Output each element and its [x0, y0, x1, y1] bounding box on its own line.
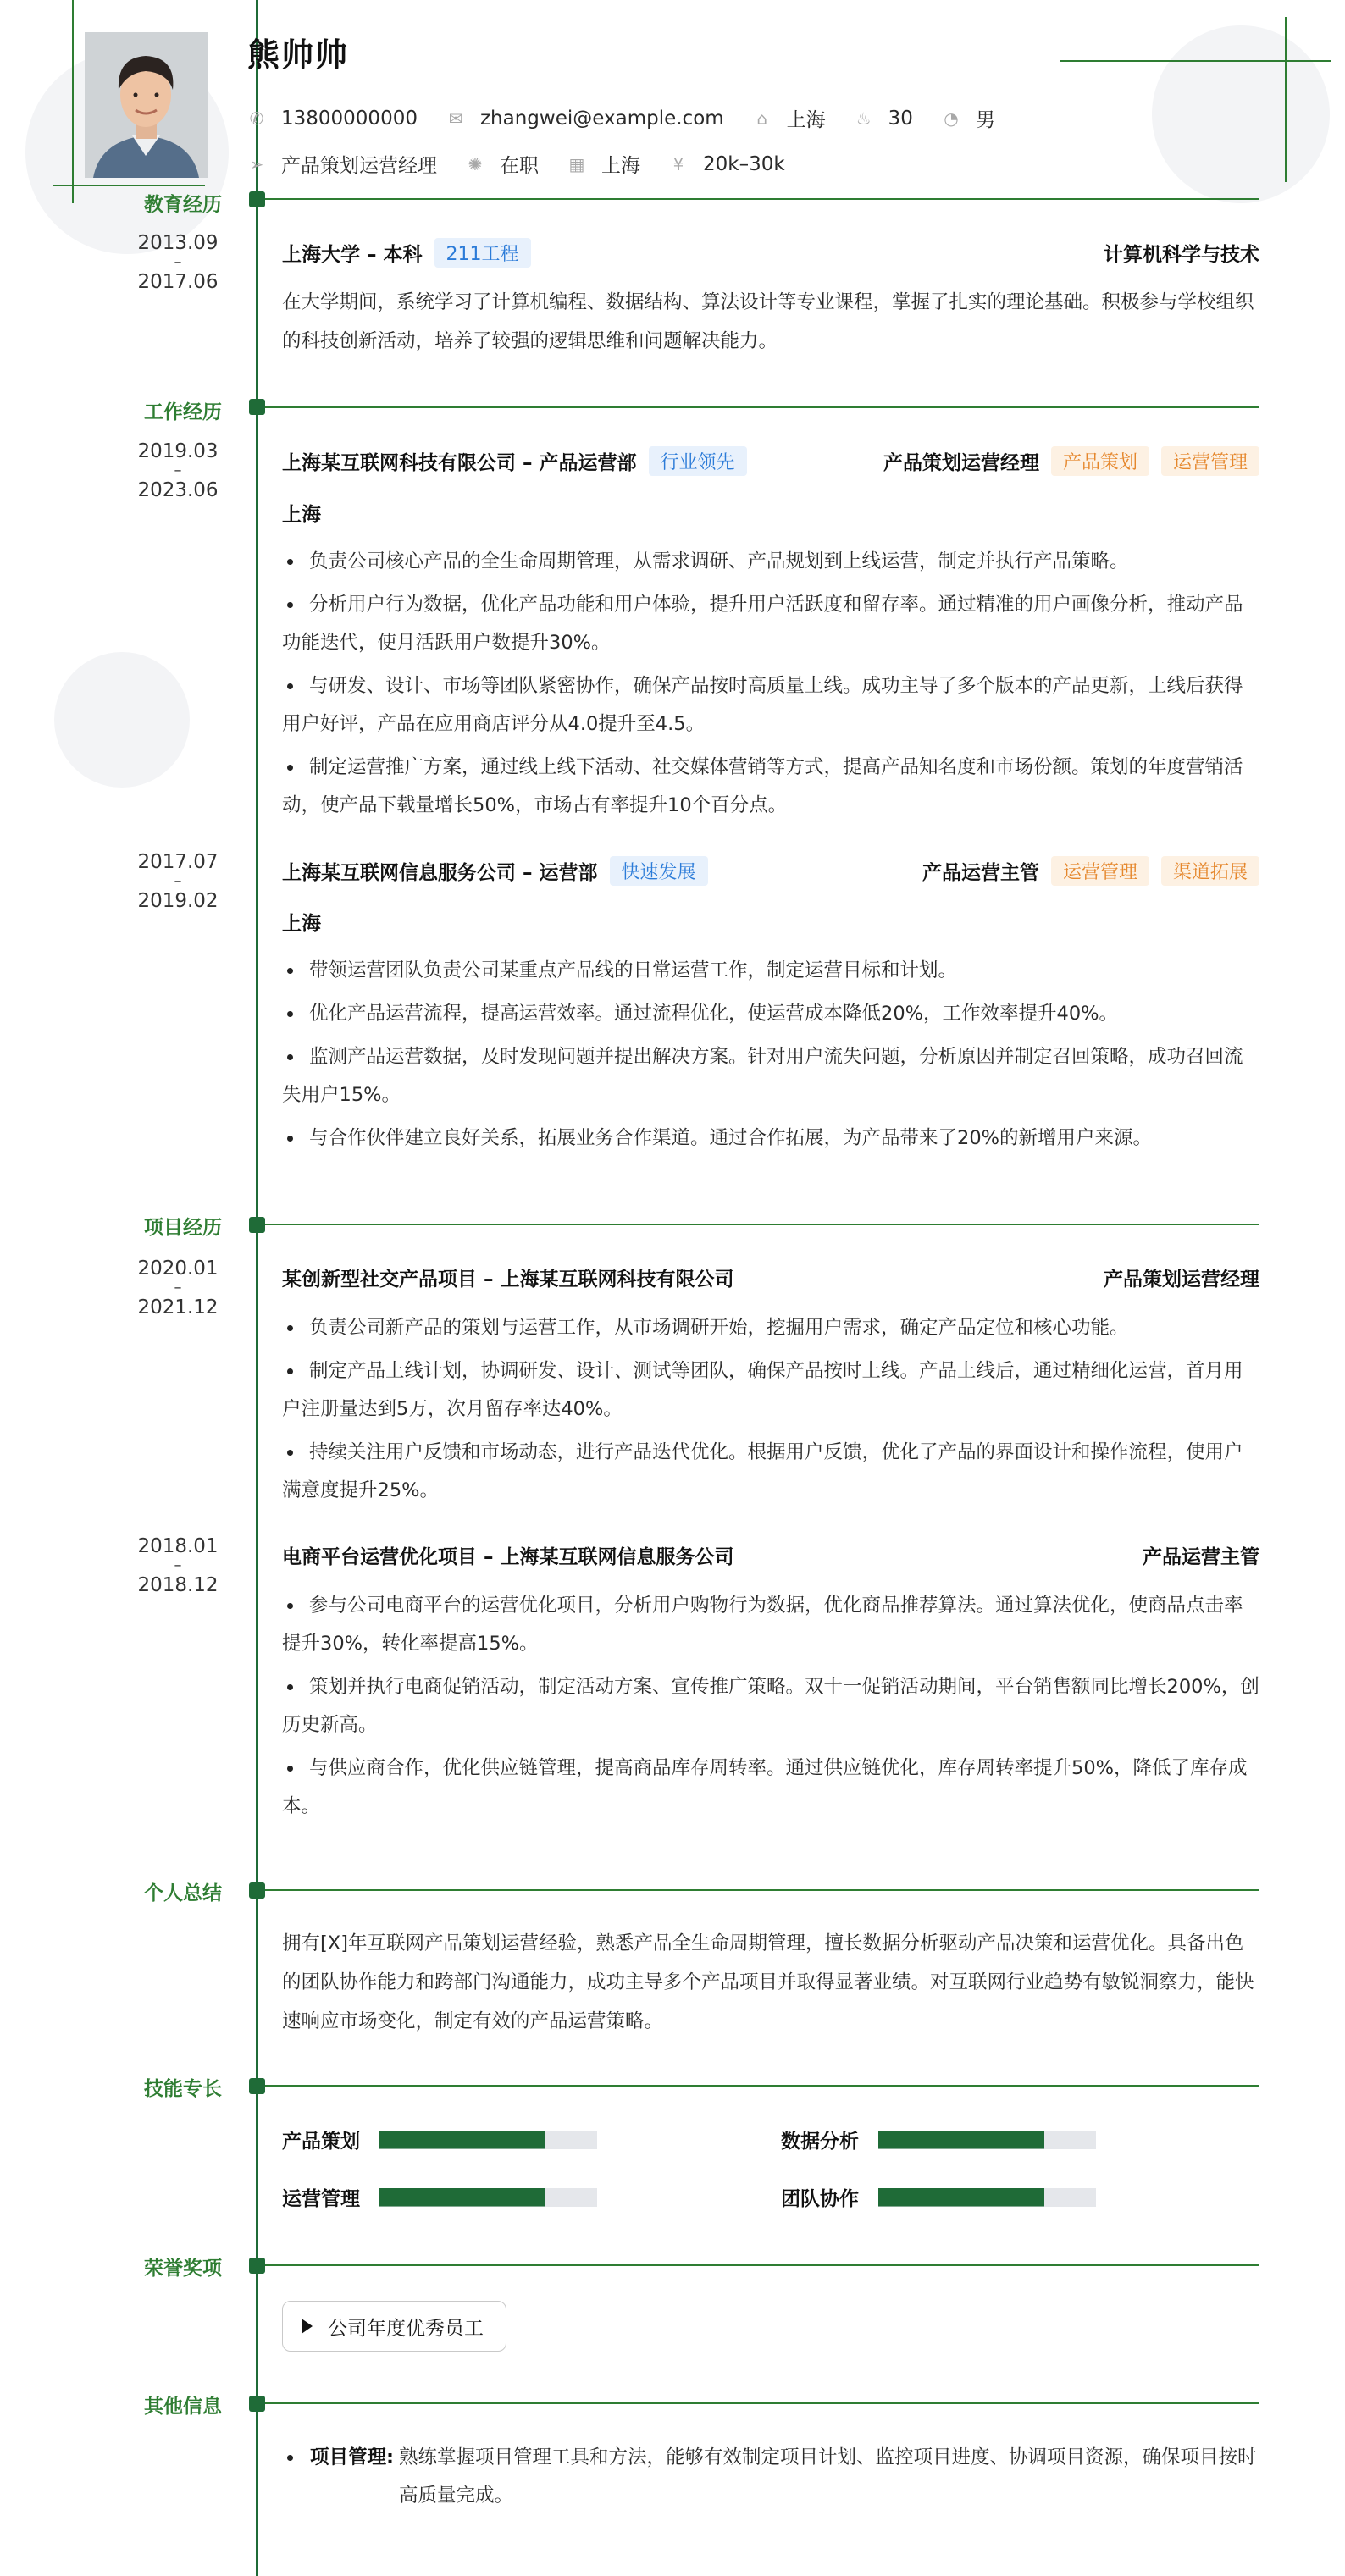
section-title-other: 其他信息	[144, 2396, 222, 2418]
section-title-summary: 个人总结	[144, 1882, 222, 1904]
work-header	[282, 856, 1259, 886]
play-icon	[302, 2319, 313, 2334]
job-tag: 运营管理	[1161, 446, 1259, 476]
job-intent-row	[247, 150, 814, 178]
summary-text: 拥有[X]年互联网产品策划运营经验，熟悉产品全生命周期管理，擅长数据分析驱动产品决策和运营优化。具备出色的团队协作能力和跨部门沟通能力，成功主导多个产品项目并取得显著业绩。对互联网行业趋势有敏锐洞察力，能快速响应市场变化，制定有效的产品运营策略。	[282, 1932, 1254, 2032]
hometown-value: 上海	[786, 109, 826, 131]
project-header	[282, 1541, 1259, 1569]
work-duties	[282, 543, 1259, 830]
work-header	[282, 446, 1259, 476]
skill-item	[282, 2183, 597, 2211]
school-name: 上海大学 – 本科	[282, 244, 423, 266]
phone-item	[247, 108, 418, 130]
email-item	[446, 108, 724, 130]
list-item: 优化产品运营流程，提高运营效率。通过流程优化，使运营成本降低20%，工作效率提升40%。	[282, 995, 1259, 1033]
timeline-node	[249, 2078, 265, 2094]
skill-item	[781, 2125, 1096, 2153]
list-item: 与研发、设计、市场等团队紧密协作，确保产品按时高质量上线。成功主导了多个版本的产品更新，上线后获得用户好评，产品在应用商店评分从4.0提升至4.5。	[282, 667, 1259, 744]
status-value: 在职	[500, 155, 539, 177]
bullet-dot	[287, 2455, 293, 2461]
company-name: 上海某互联网科技有限公司 – 产品运营部	[282, 452, 637, 474]
major: 计算机科学与技术	[1104, 244, 1259, 266]
salary-item	[669, 153, 785, 175]
project-duties	[282, 1587, 1259, 1831]
list-item: 制定产品上线计划，协调研发、设计、测试等团队，确保产品按时上线。产品上线后，通过精细化运营，首月用户注册量达到5万，次月留存率达40%。	[282, 1352, 1259, 1429]
project-duties	[282, 1309, 1259, 1515]
section-divider	[265, 2402, 1259, 2404]
section-divider	[265, 1889, 1259, 1891]
gender-value: 男	[975, 109, 995, 131]
section-divider	[265, 198, 1259, 200]
position-item	[247, 150, 437, 178]
skill-bar-fill	[878, 2131, 1044, 2149]
work-date: 2019.03 – 2023.06	[137, 440, 219, 501]
company-tag: 行业领先	[649, 446, 747, 476]
list-item: 与供应商合作，优化供应链管理，提高商品库存周转率。通过供应链优化，库存周转率提升50%，降低了库存成本。	[282, 1750, 1259, 1826]
decor-line	[1285, 17, 1287, 182]
project-name: 电商平台运营优化项目 – 上海某互联网信息服务公司	[282, 1546, 734, 1568]
company-name: 上海某互联网信息服务公司 – 运营部	[282, 862, 598, 884]
decor-circle-top-right	[1152, 25, 1330, 203]
list-item: 负责公司核心产品的全生命周期管理，从需求调研、产品规划到上线运营，制定并执行产品策略。	[282, 543, 1259, 581]
job-tag: 渠道拓展	[1161, 856, 1259, 886]
list-item: 监测产品运营数据，及时发现问题并提出解决方案。针对用户流失问题，分析原因并制定召回策略，成功召回流失用户15%。	[282, 1038, 1259, 1114]
project-role: 产品运营主管	[1143, 1546, 1259, 1568]
mail-icon: ✉	[448, 108, 463, 129]
skill-item	[781, 2183, 1096, 2211]
city-item	[567, 150, 640, 178]
timeline-node	[249, 2396, 265, 2412]
project-header	[282, 1263, 1259, 1291]
send-icon: ➢	[249, 153, 264, 174]
education-date: 2013.09 – 2017.06	[137, 232, 219, 293]
school-tag: 211工程	[434, 238, 531, 268]
skill-label: 运营管理	[282, 2188, 360, 2210]
section-title-awards: 荣誉奖项	[144, 2258, 222, 2280]
email-value: zhangwei@example.com	[479, 107, 724, 130]
cake-icon: ♨	[855, 108, 872, 129]
decor-circle-mid-left	[54, 652, 190, 788]
work-location: 上海	[282, 913, 321, 935]
phone-value: 13800000000	[281, 107, 418, 130]
job-title: 产品策划运营经理	[883, 452, 1039, 474]
timeline-node	[249, 399, 265, 415]
list-item: 负责公司新产品的策划与运营工作，从市场调研开始，挖掘用户需求，确定产品定位和核心功能。	[282, 1309, 1259, 1347]
other-key: 项目管理:	[310, 2446, 394, 2468]
project-role: 产品策划运营经理	[1104, 1269, 1259, 1291]
work-date: 2017.07 – 2019.02	[137, 851, 219, 912]
home-icon: ⌂	[756, 108, 768, 129]
gender-item	[942, 104, 995, 132]
skill-bar-fill	[379, 2188, 545, 2207]
decor-line	[1060, 60, 1331, 62]
gender-icon: ◔	[944, 108, 959, 129]
city-value: 上海	[601, 155, 640, 177]
section-divider	[265, 2085, 1259, 2087]
age-item	[855, 108, 913, 130]
section-divider	[265, 2264, 1259, 2266]
project-date: 2020.01 – 2021.12	[137, 1258, 219, 1318]
section-divider	[265, 406, 1259, 408]
job-tag: 运营管理	[1051, 856, 1149, 886]
list-item	[282, 2439, 1259, 2515]
skill-bar	[878, 2131, 1096, 2149]
timeline-node	[249, 1217, 265, 1233]
age-value: 30	[888, 107, 913, 130]
building-icon: ▦	[568, 153, 585, 174]
project-date: 2018.01 – 2018.12	[137, 1535, 219, 1596]
salary-value: 20k–30k	[703, 152, 785, 175]
work-location: 上海	[282, 504, 321, 526]
list-item: 持续关注用户反馈和市场动态，进行产品迭代优化。根据用户反馈，优化了产品的界面设计和操作流程，使用户满意度提升25%。	[282, 1434, 1259, 1510]
skill-label: 产品策划	[282, 2131, 360, 2153]
decor-line	[53, 185, 205, 186]
list-item: 带领运营团队负责公司某重点产品线的日常运营工作，制定运营目标和计划。	[282, 952, 1259, 990]
skill-item	[282, 2125, 597, 2153]
list-item: 与合作伙伴建立良好关系，拓展业务合作渠道。通过合作拓展，为产品带来了20%的新增用户来源。	[282, 1119, 1259, 1158]
education-header	[282, 238, 1259, 268]
timeline-node	[249, 191, 265, 207]
avatar	[85, 32, 208, 178]
skill-bar	[379, 2188, 597, 2207]
decor-line	[72, 0, 74, 203]
company-tag: 快速发展	[610, 856, 708, 886]
skill-bar-fill	[878, 2188, 1044, 2207]
award-label: 公司年度优秀员工	[328, 2317, 484, 2340]
contact-row	[247, 104, 1024, 132]
section-title-education: 教育经历	[144, 194, 222, 216]
job-tag: 产品策划	[1051, 446, 1149, 476]
other-info	[282, 2439, 1259, 2515]
work-duties	[282, 952, 1259, 1163]
phone-icon: ✆	[249, 108, 264, 129]
award-item[interactable]	[282, 2301, 506, 2352]
timeline-line	[256, 0, 258, 2576]
hometown-item	[753, 104, 826, 132]
sun-icon: ✺	[468, 153, 483, 174]
list-item: 策划并执行电商促销活动，制定活动方案、宣传推广策略。双十一促销活动期间，平台销售额同比增长200%，创历史新高。	[282, 1668, 1259, 1744]
skill-label: 数据分析	[781, 2131, 859, 2153]
section-title-skills: 技能专长	[144, 2078, 222, 2100]
timeline-node	[249, 2258, 265, 2274]
section-title-projects: 项目经历	[144, 1217, 222, 1239]
list-item: 制定运营推广方案，通过线上线下活动、社交媒体营销等方式，提高产品知名度和市场份额。策划的年度营销活动，使产品下载量增长50%，市场占有率提升10个百分点。	[282, 749, 1259, 825]
money-icon: ¥	[672, 153, 684, 174]
candidate-name: 熊帅帅	[247, 36, 350, 74]
list-item: 参与公司电商平台的运营优化项目，分析用户购物行为数据，优化商品推荐算法。通过算法优化，使商品点击率提升30%，转化率提高15%。	[282, 1587, 1259, 1663]
skill-bar-fill	[379, 2131, 545, 2149]
timeline-node	[249, 1882, 265, 1899]
skill-label: 团队协作	[781, 2188, 859, 2210]
skill-bar	[379, 2131, 597, 2149]
project-name: 某创新型社交产品项目 – 上海某互联网科技有限公司	[282, 1269, 734, 1291]
section-divider	[265, 1224, 1259, 1225]
skill-bar	[878, 2188, 1096, 2207]
education-description: 在大学期间，系统学习了计算机编程、数据结构、算法设计等专业课程，掌握了扎实的理论基础。积极参与学校组织的科技创新活动，培养了较强的逻辑思维和问题解决能力。	[282, 291, 1254, 352]
status-item	[466, 150, 539, 178]
position-value: 产品策划运营经理	[281, 155, 437, 177]
section-title-work: 工作经历	[144, 401, 222, 423]
list-item: 分析用户行为数据，优化产品功能和用户体验，提升用户活跃度和留存率。通过精准的用户画像分析，推动产品功能迭代，使月活跃用户数提升30%。	[282, 586, 1259, 662]
job-title: 产品运营主管	[922, 862, 1039, 884]
other-value: 熟练掌握项目管理工具和方法，能够有效制定项目计划、监控项目进度、协调项目资源，确保项目按时高质量完成。	[399, 2446, 1257, 2507]
